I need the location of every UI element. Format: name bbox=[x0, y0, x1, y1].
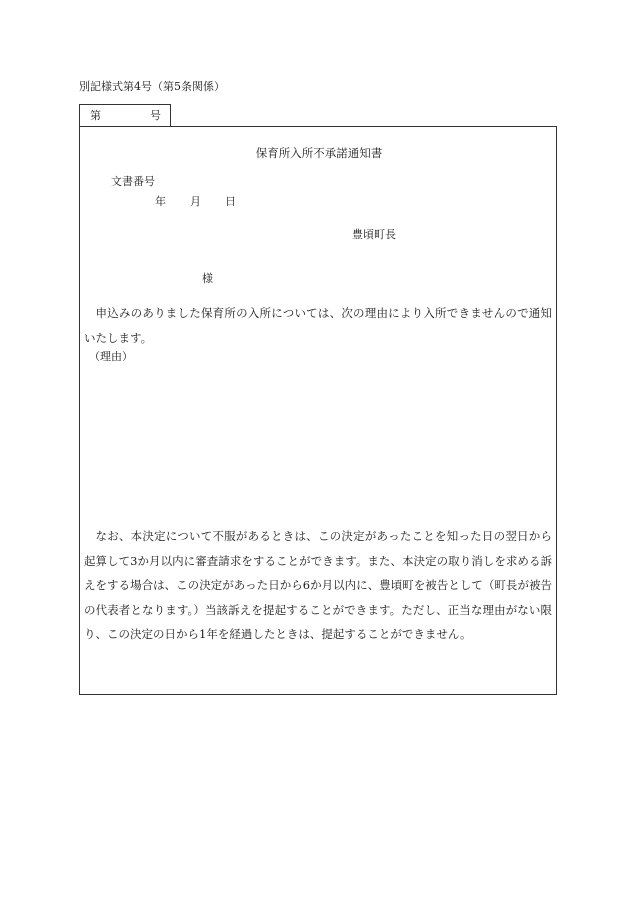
notice-form bbox=[79, 126, 557, 695]
document-number-box bbox=[79, 104, 171, 126]
appeal-notice: なお、本決定について不服があるときは、この決定があったことを知った日の翌日から起算して3か月以内に審査請求をすることができます。また、本決定の取り消しを求める訴えをする場合は、この決定があった日から6か月以内に、豊頃町を被告として（町長が被告の代表者となります。）当該訴えを提起することができます。ただし、正当な理由がない限り、この決定の日から1年を経過したときは、提起することができません。 bbox=[84, 529, 552, 641]
date-month: 月 bbox=[190, 195, 201, 208]
addressee-suffix: 様 bbox=[202, 272, 213, 285]
number-suffix: 号 bbox=[150, 109, 161, 122]
date-line bbox=[155, 195, 236, 209]
reason-label: （理由） bbox=[89, 350, 133, 363]
date-year: 年 bbox=[155, 195, 166, 208]
document-title: 保育所入所不承諾通知書 bbox=[255, 146, 383, 160]
form-reference: 別記様式第4号（第5条関係） bbox=[79, 80, 225, 93]
number-prefix: 第 bbox=[90, 109, 101, 122]
date-day: 日 bbox=[225, 195, 236, 208]
notice-body: 申込みのありました保育所の入所については、次の理由により入所できませんので通知いたします。 bbox=[84, 306, 552, 345]
doc-number-label: 文書番号 bbox=[111, 175, 155, 188]
issuer-name: 豊頃町長 bbox=[352, 228, 396, 241]
